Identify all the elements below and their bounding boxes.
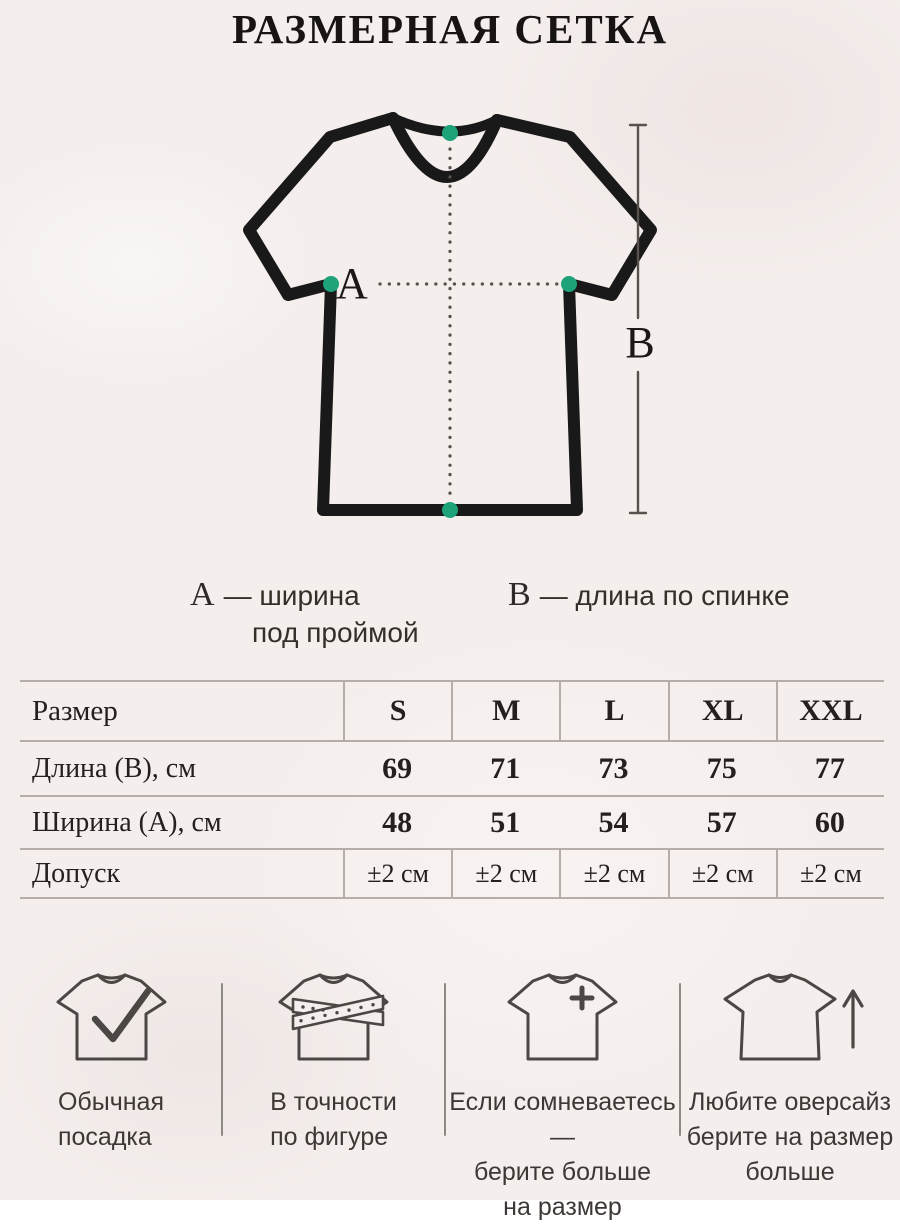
legend-letter-a: A bbox=[190, 576, 215, 613]
table-header-row bbox=[20, 682, 884, 740]
width-value-xl: 57 bbox=[706, 805, 737, 839]
table-row-width bbox=[20, 795, 884, 848]
length-value-s: 69 bbox=[382, 751, 413, 785]
length-value-xxl: 77 bbox=[814, 751, 845, 785]
measure-label-b: B bbox=[625, 318, 655, 367]
fit-guide-divider-3 bbox=[679, 983, 681, 1136]
fit-guide-divider-1 bbox=[221, 983, 223, 1136]
size-column-s: S bbox=[343, 682, 451, 740]
size-column-m: M bbox=[451, 682, 559, 740]
fit-guide-divider-2 bbox=[444, 983, 446, 1136]
width-value-s: 48 bbox=[382, 805, 413, 839]
row-label-tolerance: Допуск bbox=[32, 857, 121, 889]
width-value-m: 51 bbox=[490, 805, 521, 839]
legend-letter-b: B bbox=[508, 576, 531, 613]
check-mark bbox=[95, 991, 148, 1039]
tshirt-plus-icon bbox=[506, 971, 619, 1064]
fit-item-size-up-if-unsure bbox=[445, 960, 680, 1221]
size-table bbox=[20, 680, 884, 899]
size-column-xl: XL bbox=[668, 682, 776, 740]
fit-caption-oversize: Любите оверсайз берите на размер больше bbox=[686, 1088, 894, 1186]
row-label-length: Длина (B), см bbox=[32, 752, 196, 784]
tolerance-value-xxl: ±2 см bbox=[776, 850, 884, 897]
tolerance-value-xl: ±2 см bbox=[668, 850, 776, 897]
legend-width-line1 bbox=[190, 576, 419, 614]
measure-label-a: A bbox=[336, 259, 368, 308]
plus-mark bbox=[572, 988, 592, 1008]
hem-point-dot bbox=[442, 502, 458, 518]
fit-caption-regular: Обычная посадка bbox=[57, 1088, 164, 1151]
width-value-l: 54 bbox=[598, 805, 629, 839]
fit-item-oversize bbox=[680, 960, 900, 1200]
fit-item-true-to-size bbox=[222, 960, 445, 1200]
tolerance-value-l: ±2 см bbox=[559, 850, 667, 897]
tolerance-value-m: ±2 см bbox=[451, 850, 559, 897]
fit-caption-true-to-size: В точности по фигуре bbox=[270, 1088, 397, 1151]
fit-guide bbox=[0, 960, 900, 1221]
tshirt-check-icon bbox=[55, 971, 168, 1064]
length-value-l: 73 bbox=[598, 751, 629, 785]
legend-width-line2: под проймой bbox=[252, 617, 419, 648]
table-row-length bbox=[20, 740, 884, 795]
legend-width-text: — ширина bbox=[223, 580, 360, 611]
fit-item-regular bbox=[0, 960, 222, 1200]
size-header-label: Размер bbox=[32, 694, 118, 727]
arrow-up-icon bbox=[844, 991, 862, 1047]
width-value-xxl: 60 bbox=[814, 805, 845, 839]
tshirt-measurement-diagram bbox=[230, 95, 670, 525]
table-row-tolerance bbox=[20, 848, 884, 897]
size-column-xxl: XXL bbox=[776, 682, 884, 740]
size-column-l: L bbox=[559, 682, 667, 740]
tolerance-value-s: ±2 см bbox=[343, 850, 451, 897]
legend-width bbox=[190, 576, 419, 649]
fit-caption-size-up-if-unsure: Если сомневаетесь — берите больше на размер bbox=[449, 1088, 676, 1221]
tshirt-oversize-icon bbox=[715, 971, 865, 1064]
length-value-m: 71 bbox=[490, 751, 521, 785]
tshirt-tape-icon bbox=[277, 971, 390, 1064]
right-armpit-dot bbox=[561, 276, 577, 292]
page-title: РАЗМЕРНАЯ СЕТКА bbox=[231, 6, 669, 52]
neck-point-dot bbox=[442, 125, 458, 141]
legend-length bbox=[508, 576, 790, 614]
row-label-width: Ширина (A), см bbox=[32, 806, 222, 838]
tshirt-outline-drawing bbox=[230, 95, 670, 525]
length-value-xl: 75 bbox=[706, 751, 737, 785]
legend-length-text: — длина по спинке bbox=[539, 580, 790, 611]
